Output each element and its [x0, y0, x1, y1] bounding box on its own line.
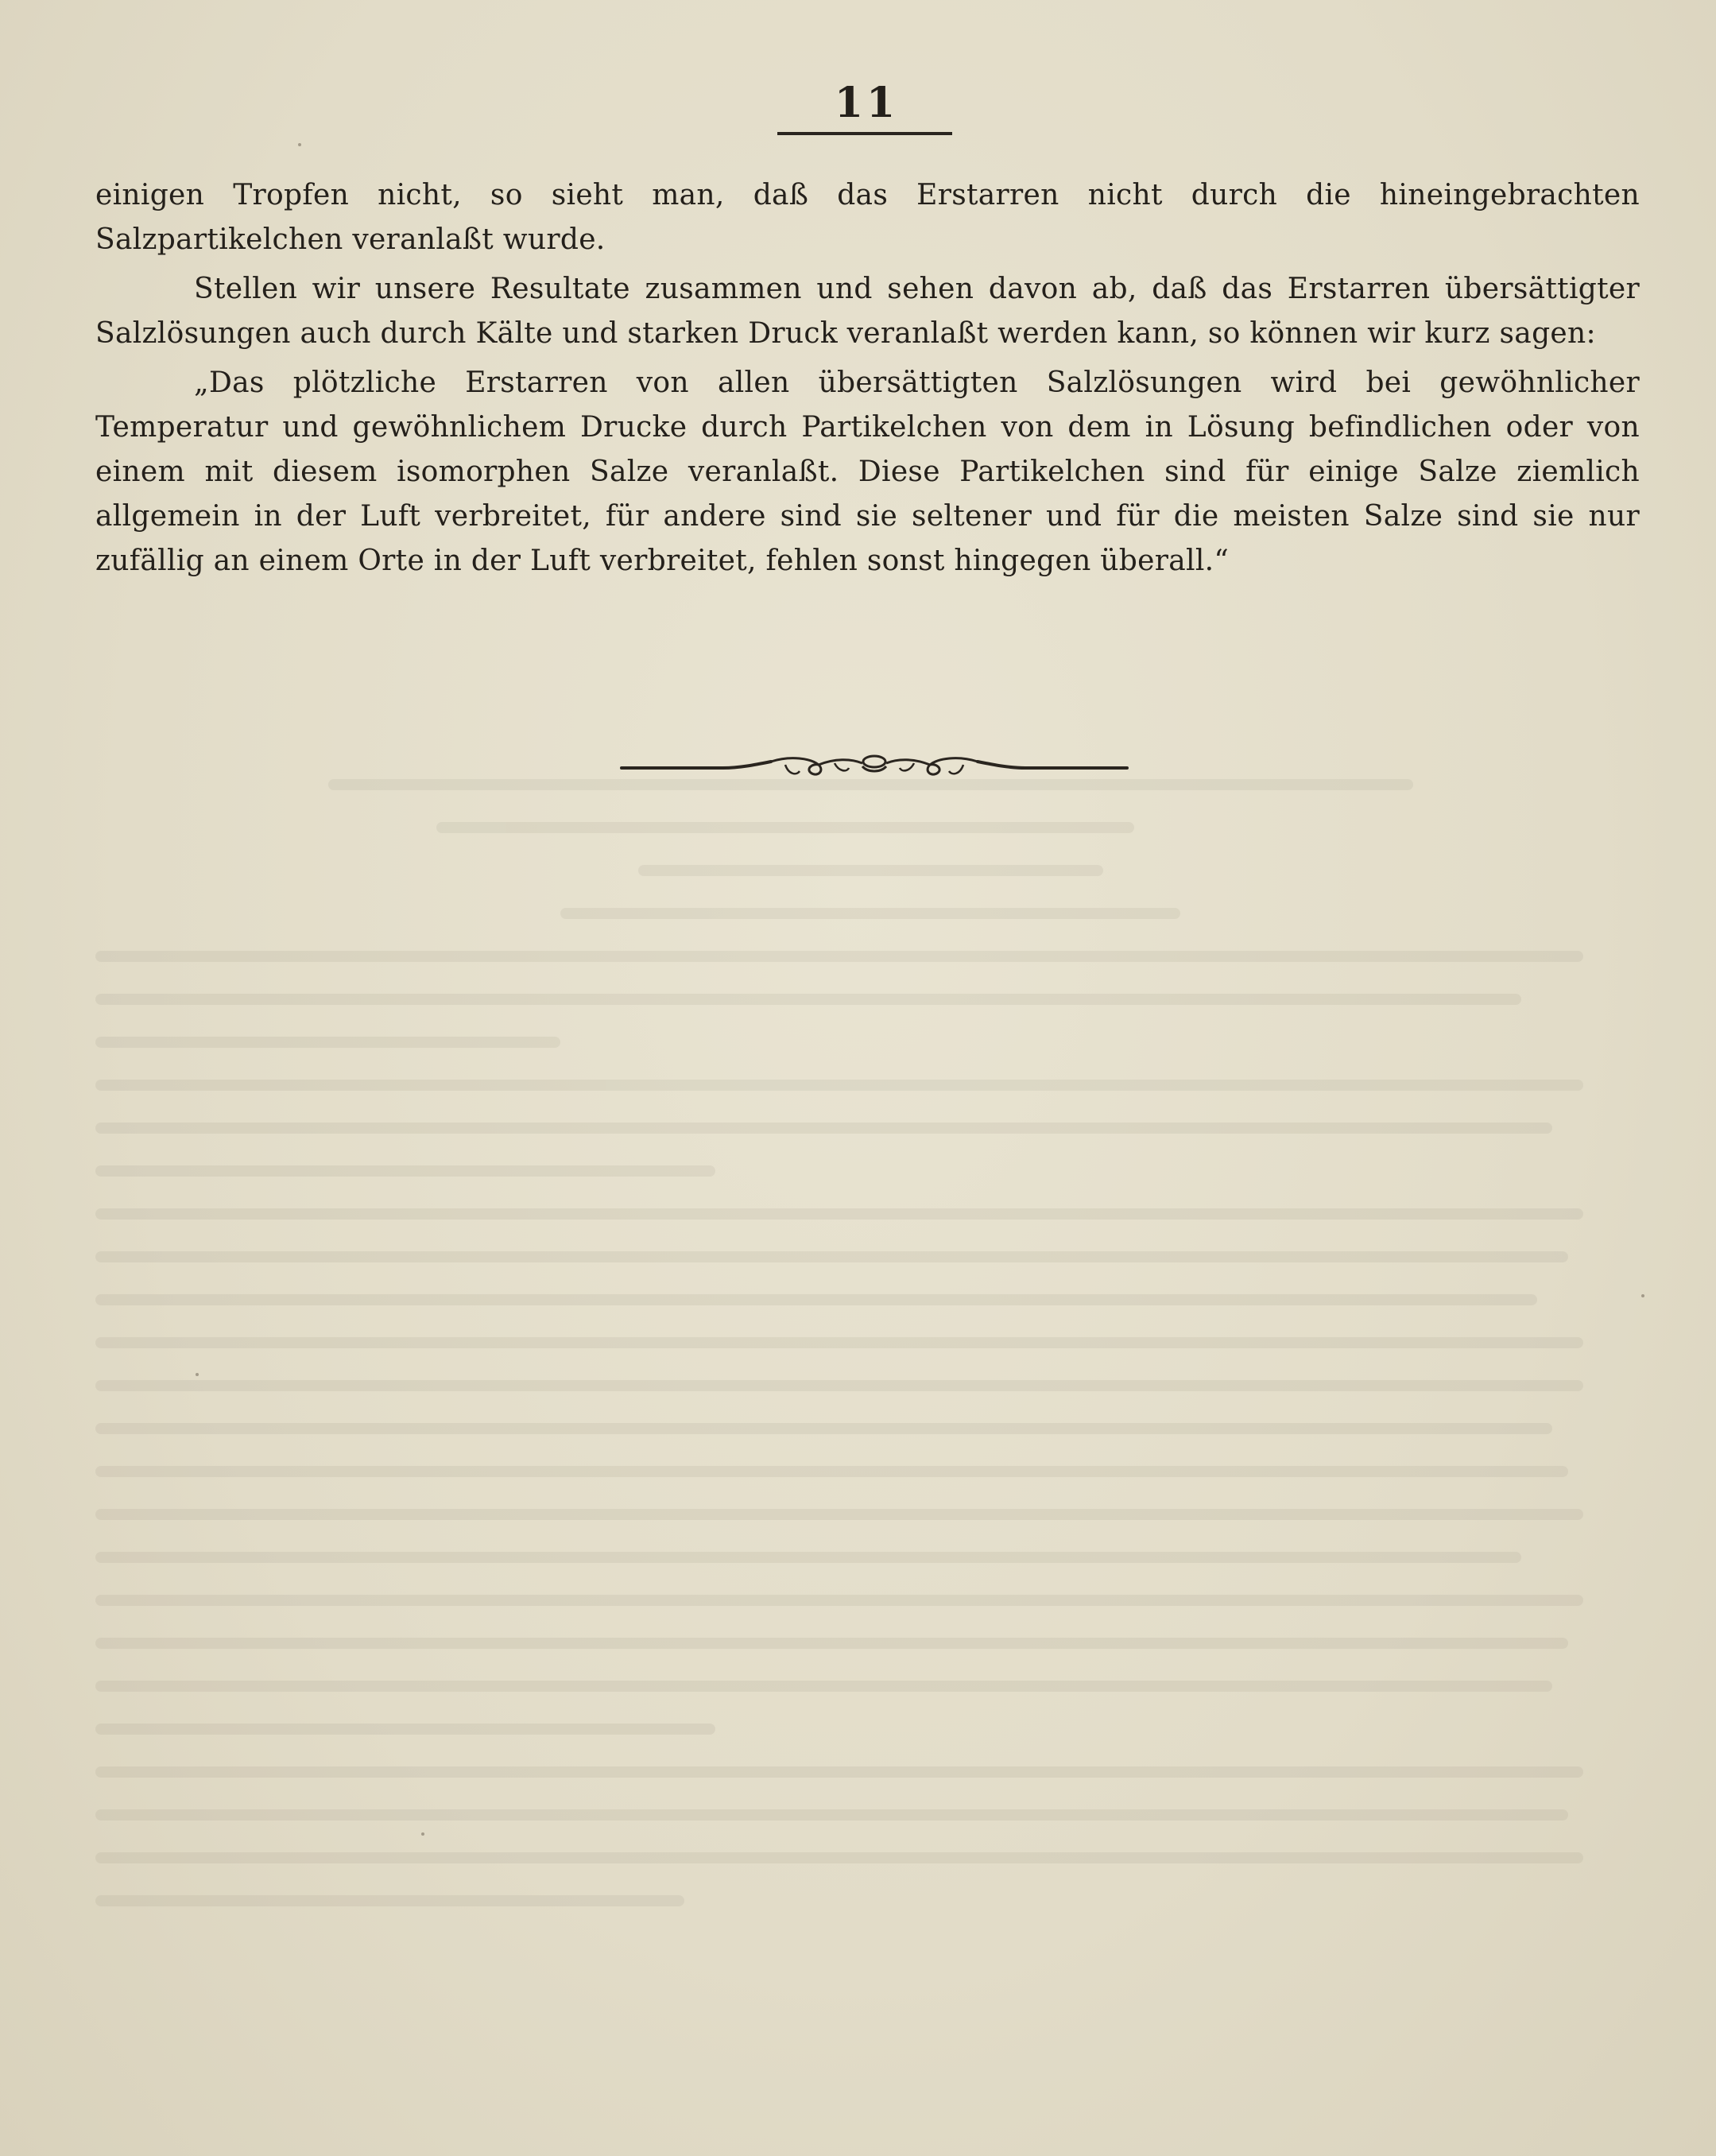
- paper-speck: [196, 1373, 199, 1376]
- page-number: 11: [834, 79, 899, 127]
- page-number-rule: [777, 132, 952, 135]
- flourish-ornament-icon: [620, 747, 1129, 787]
- paper-speck: [1641, 1294, 1644, 1297]
- paragraph: Stellen wir unsere Resultate zusammen und sehen davon ab, daß das Erstarren übersättigter Salzlösungen auch durch Kälte und starken Druck veranlaßt werden kann, so können wir kurz sagen:: [95, 273, 1640, 350]
- quoted-paragraph: „Das plötzliche Erstarren von allen übersättigten Salzlösungen wird bei gewöhnlicher Temperatur und gewöhnlichem Drucke durch Partikelchen von dem in Lösung befindlichen oder von einem mit diesem isomorphen Salze veranlaßt. Diese Partikelchen sind für einige Salze ziemlich allgemein in der Luft verbreitet, für andere sind sie seltener und für die meisten Salze sind sie nur zufällig an einem Orte in der Luft verbreitet, fehlen sonst hingegen überall.“: [95, 366, 1640, 577]
- body-text: [95, 173, 1640, 588]
- paper-speck: [421, 1832, 424, 1836]
- paragraph: einigen Tropfen nicht, so sieht man, daß das Erstarren nicht durch die hineingebrachten Salzpartikelchen veranlaßt wurde.: [95, 179, 1640, 256]
- paper-speck: [298, 143, 301, 146]
- show-through-from-reverse: [95, 779, 1645, 2051]
